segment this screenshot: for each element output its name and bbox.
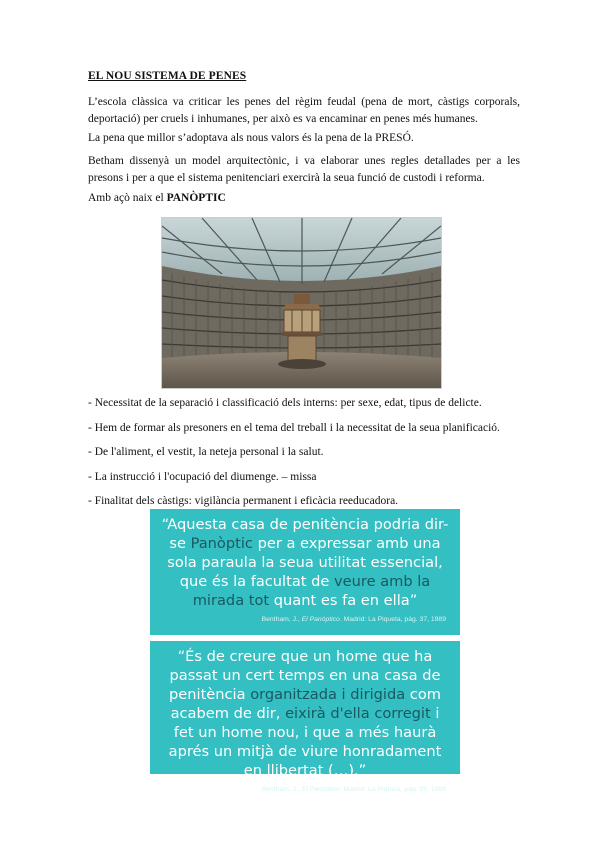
quote-box-penitence-house <box>150 641 460 793</box>
panopticon-photo <box>161 217 442 389</box>
quote-box-panoptic <box>150 509 460 635</box>
citation-title: El Panóptico <box>301 786 340 793</box>
quote-part: quant es fa en ella” <box>269 592 418 609</box>
citation-source: . Madrid: La Piqueta, pág. 37, 1989 <box>339 616 446 623</box>
quote-text <box>150 641 460 780</box>
list-item: - La instrucció i l'ocupació del diumenge. – missa <box>88 470 317 483</box>
quote-highlight: organitzada i dirigida <box>250 686 406 703</box>
paragraph-bentham-model: Betham dissenyà un model arquitectònic, i va elaborar unes regles detallades per a les presons i per a que el sistema penitenciari exercirà la seua funció de custodi i reforma. <box>88 155 520 184</box>
quote-citation <box>150 616 460 623</box>
quote-part: com acabem de dir, <box>170 686 441 722</box>
quote-highlight: veure amb la mirada tot <box>192 573 431 609</box>
panopticon-term: PANÒPTIC <box>166 192 226 204</box>
quote-text <box>150 509 460 610</box>
paragraph-prison-sentence: La pena que millor s’adoptava als nous valors és la pena de la PRESÓ. <box>88 132 414 144</box>
panopticon-intro-text: Amb açò naix el <box>88 192 167 204</box>
quote-citation <box>150 786 460 793</box>
quote-highlight: eixirà d'ella corregit <box>285 705 431 722</box>
panopticon-rules-list <box>88 395 528 518</box>
list-item: - Finalitat dels càstigs: vigilància permanent i eficàcia reeducadora. <box>88 495 399 507</box>
list-item: - De l'aliment, el vestit, la neteja personal i la salut. <box>88 446 324 458</box>
list-item: - Necessitat de la separació i classificació dels interns: per sexe, edat, tipus de delicte. <box>88 397 482 409</box>
quote-part: “És de creure que un home que ha passat un cert temps en una casa de penitència <box>169 648 441 703</box>
citation-author: Bentham, J., <box>261 616 302 623</box>
page-title: EL NOU SISTEMA DE PENES <box>88 70 247 82</box>
citation-source: . Madrid: La Piqueta, pág. 95, 1989 <box>339 786 446 793</box>
quote-part: per a expressar amb una sola paraula la seua utilitat essencial, que és la facultat de <box>167 535 443 590</box>
paragraph-classical-school: L’escola clàssica va criticar les penes del règim feudal (pena de mort, càstigs corporals, deportació) per cruels i inhumanes, per això es va encaminar en penes més humanes. <box>88 96 520 125</box>
citation-title: El Panóptico <box>301 616 340 623</box>
citation-author: Bentham, J., <box>261 786 302 793</box>
list-item: - Hem de formar als presoners en el tema del treball i la necessitat de la seua planificació. <box>88 421 500 434</box>
paragraph-panopticon-intro <box>88 190 520 207</box>
quote-part: i fet un home nou, i que a més haurà aprés un mitjà de viure honradament en llibertat (…).” <box>168 705 442 779</box>
quote-part: “Aquesta casa de penitència podria dir-se <box>161 516 449 552</box>
quote-highlight: Panòptic <box>190 535 253 552</box>
